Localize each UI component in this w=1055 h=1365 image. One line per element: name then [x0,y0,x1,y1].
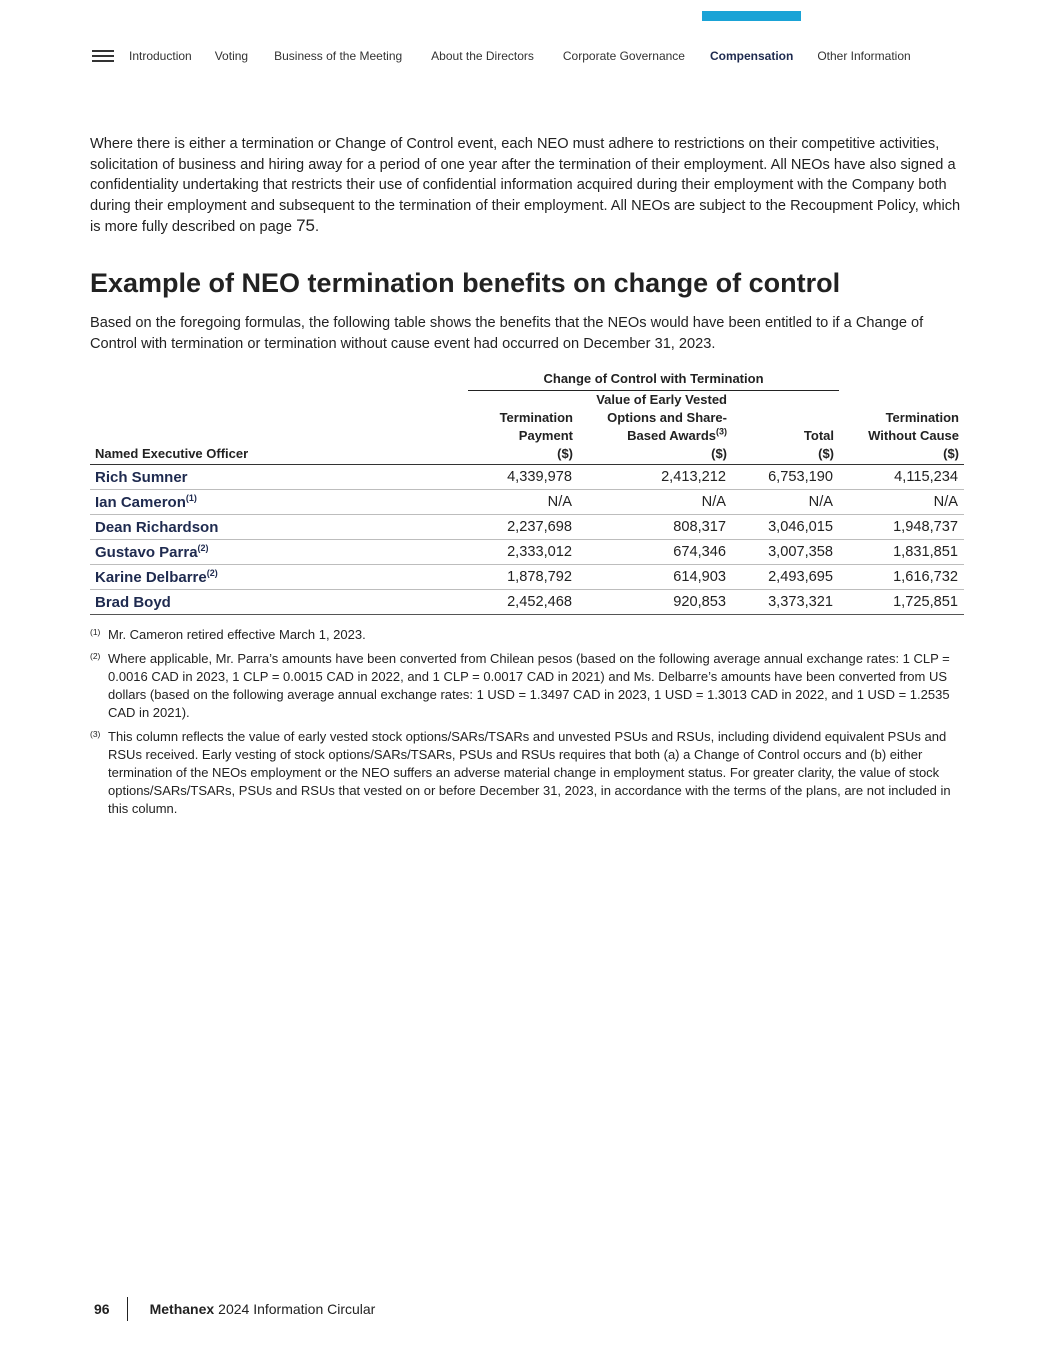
footnote-text: Where applicable, Mr. Parra’s amounts have been converted from Chilean pesos (based on the following average annual exchange rates: 1 CLP = 0.0016 CAD in 2023, 1 CLP = 0.0015 CAD in 2022, and 1 CLP = 0.0017 CAD in 2021) and Ms. Delbarre’s amounts have been converted from US dollars (based on the following average annual exchange rates: 1 USD = 1.3497 CAD in 2023, 1 USD = 1.3013 CAD in 2022, and 1 USD = 1.2535 CAD in 2021). [108,651,950,720]
column-header-termination-payment: Termination Payment ($) [468,391,578,465]
intro-text: Where there is either a termination or Change of Control event, each NEO must adhere to restrictions on their competitive activities, solicitation of business and hiring away for a period of one year after the termination of their employment. All NEOs have also signed a confidentiality undertaking that restricts their use of confidential information acquired during their employment with the Company both during their employment and subsequent to the termination of their employment. All NEOs are subject to the Recoupment Policy, which is more fully described on page [90,136,961,235]
intro-end: . [314,219,320,235]
section-title: Example of NEO termination benefits on change of control [90,268,841,298]
page-number: 96 [94,1301,110,1317]
termination-payment-cell: 4,339,978 [468,465,578,490]
officer-name: Karine Delbarre$^{(2)}$ [90,565,468,590]
early-vested-cell: 614,903 [578,565,732,590]
nav-link-voting[interactable]: Voting [214,49,249,63]
officer-name: Brad Boyd [90,590,468,615]
column-header-early-vested-awards: Value of Early Vested Options and Share- Based Awards$^{(3)}$ ($) [578,391,732,465]
column-header-termination-without-cause: Termination Without Cause ($) [839,391,964,465]
footnote-mark: (2) [90,651,101,661]
table-row [90,590,964,615]
early-vested-cell: N/A [578,490,732,515]
column-header-total: Total ($) [732,391,839,465]
officer-name: Gustavo Parra$^{(2)}$ [90,540,468,565]
without-cause-cell: 1,948,737 [839,515,964,540]
termination-benefits-table [90,368,964,615]
footnote [90,650,966,722]
early-vested-cell: 2,413,212 [578,465,732,490]
nav-link-about-the-directors[interactable]: About the Directors [431,49,534,63]
page-reference-link[interactable]: 75 [296,216,315,235]
footnote-text: Mr. Cameron retired effective March 1, 2023. [108,627,366,642]
nav-link-compensation-label: Compensation [709,49,794,63]
footnote-ref: (3) [716,426,727,437]
without-cause-cell: 1,725,851 [839,590,964,615]
table-row [90,465,964,490]
total-cell: N/A [732,490,839,515]
footnote [90,728,966,818]
nav-link-compensation[interactable] [710,49,793,63]
termination-payment-cell: 1,878,792 [468,565,578,590]
column-header-named-executive-officer: Named Executive Officer [90,391,468,465]
page-footer [94,1297,375,1321]
without-cause-cell: 1,831,851 [839,540,964,565]
early-vested-cell: 920,853 [578,590,732,615]
table-row [90,540,964,565]
footnote-mark: (3) [90,729,101,739]
footnote-text: This column reflects the value of early vested stock options/SARs/TSARs and unvested PSUs and RSUs, including dividend equivalent PSUs and RSUs received. Early vesting of stock options/SARs/TSARs, PSUs and RSUs requires that both (a) a Change of Control occurs and (b) either termination of the NEOs employment or the NEO suffers an adverse material change in employment status. For greater clarity, the value of stock options/SARs/TSARs, PSUs and RSUs that vested on or before December 31, 2023, in accordance with the terms of the plans, are not included in this column. [108,729,951,816]
top-navigation [92,46,911,66]
footer-divider [127,1297,128,1321]
early-vested-cell: 674,346 [578,540,732,565]
table-row [90,515,964,540]
without-cause-cell: 4,115,234 [839,465,964,490]
termination-payment-cell: 2,237,698 [468,515,578,540]
early-vested-cell: 808,317 [578,515,732,540]
officer-name: Rich Sumner [90,465,468,490]
company-name: Methanex [149,1301,215,1317]
total-cell: 3,046,015 [732,515,839,540]
nav-link-corporate-governance[interactable]: Corporate Governance [562,49,685,63]
footnote [90,626,966,644]
footnotes [90,626,966,824]
table-row [90,565,964,590]
officer-name: Dean Richardson [90,515,468,540]
total-cell: 3,007,358 [732,540,839,565]
termination-payment-cell: 2,452,468 [468,590,578,615]
termination-payment-cell: N/A [468,490,578,515]
active-tab-indicator [702,11,801,21]
nav-link-other-information[interactable]: Other Information [817,49,911,63]
total-cell: 2,493,695 [732,565,839,590]
without-cause-cell: 1,616,732 [839,565,964,590]
without-cause-cell: N/A [839,490,964,515]
termination-payment-cell: 2,333,012 [468,540,578,565]
nav-link-introduction[interactable]: Introduction [129,49,192,63]
hamburger-menu-icon[interactable] [92,49,114,63]
officer-name: Ian Cameron$^{(1)}$ [90,490,468,515]
footnote-mark: (1) [90,627,101,637]
table-row [90,490,964,515]
intro-paragraph [90,134,965,238]
total-cell: 3,373,321 [732,590,839,615]
group-header-change-of-control: Change of Control with Termination [468,368,839,391]
document-title: 2024 Information Circular [218,1301,376,1317]
nav-link-business-of-the-meeting[interactable]: Business of the Meeting [274,49,403,63]
section-lead-paragraph: Based on the foregoing formulas, the following table shows the benefits that the NEOs would have been entitled to if a Change of Control with termination or termination without cause event had occurred on December 31, 2023. [90,315,924,352]
total-cell: 6,753,190 [732,465,839,490]
